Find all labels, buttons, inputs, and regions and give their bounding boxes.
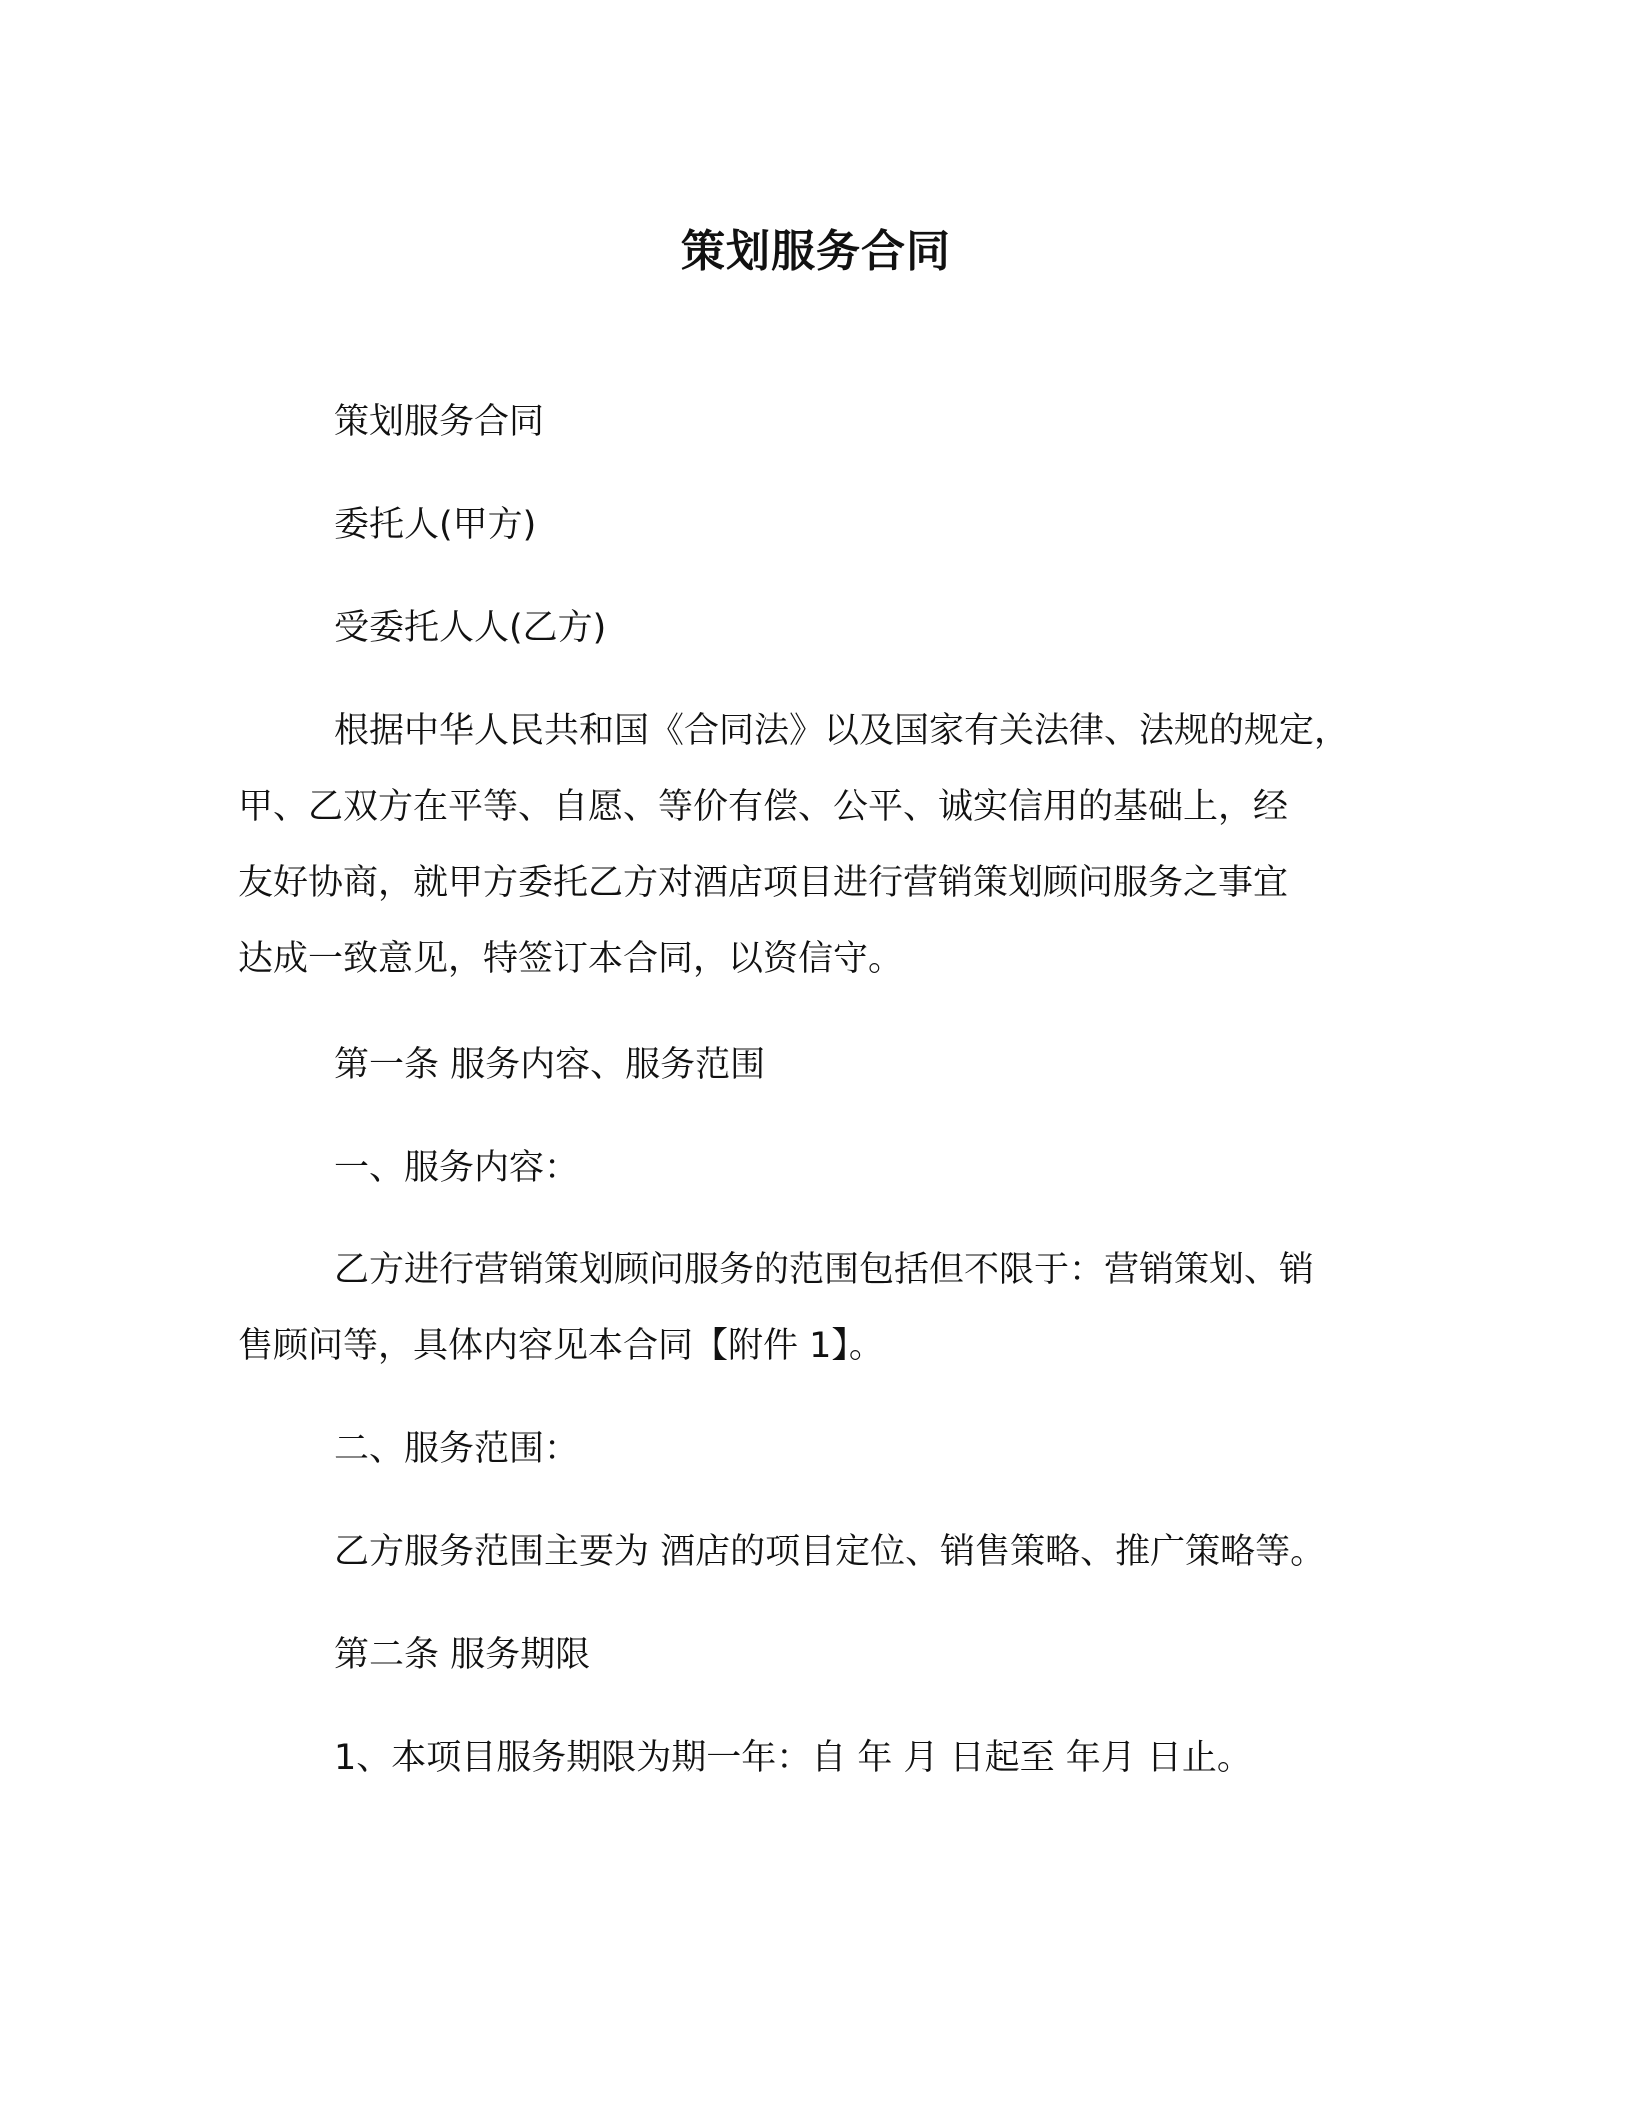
paragraph-line: 1、本项目服务期限为期一年：自 年 月 日起至 年月 日止。 bbox=[334, 1738, 1252, 1778]
paragraph-service-scope bbox=[238, 1514, 1408, 1590]
document-title: 策划服务合同 bbox=[681, 226, 951, 277]
paragraph-line: 甲、乙双方在平等、自愿、等价有偿、公平、诚实信用的基础上，经 bbox=[238, 787, 1289, 827]
paragraph-service-term bbox=[238, 1720, 1408, 1796]
paragraph-line: 受委托人人(乙方) bbox=[334, 608, 607, 648]
paragraph-line: 策划服务合同 bbox=[334, 402, 545, 442]
section-service-content-heading bbox=[238, 1130, 1408, 1206]
paragraph-line: 乙方进行营销策划顾问服务的范围包括但不限于：营销策划、销 bbox=[334, 1250, 1315, 1290]
paragraph-party-a bbox=[238, 487, 1408, 563]
paragraph-line: 第一条 服务内容、服务范围 bbox=[334, 1045, 766, 1085]
paragraph-line: 一、服务内容： bbox=[334, 1148, 580, 1188]
paragraph-line: 友好协商，就甲方委托乙方对酒店项目进行营销策划顾问服务之事宜 bbox=[238, 863, 1289, 903]
paragraph-service-content bbox=[238, 1232, 1408, 1384]
article-2-heading bbox=[238, 1617, 1408, 1693]
paragraph-line: 二、服务范围： bbox=[334, 1429, 580, 1469]
paragraph-heading-repeat bbox=[238, 384, 1408, 460]
section-service-scope-heading bbox=[238, 1411, 1408, 1487]
paragraph-line: 乙方服务范围主要为 酒店的项目定位、销售策略、推广策略等。 bbox=[334, 1532, 1326, 1572]
article-1-heading bbox=[238, 1027, 1408, 1103]
paragraph-line: 达成一致意见，特签订本合同，以资信守。 bbox=[238, 939, 904, 979]
paragraph-line: 售顾问等，具体内容见本合同【附件 1】。 bbox=[238, 1326, 884, 1366]
paragraph-line: 第二条 服务期限 bbox=[334, 1635, 591, 1675]
paragraph-line: 根据中华人民共和国《合同法》以及国家有关法律、法规的规定， bbox=[334, 711, 1350, 751]
paragraph-preamble bbox=[238, 693, 1408, 997]
paragraph-party-b bbox=[238, 590, 1408, 666]
paragraph-line: 委托人(甲方) bbox=[334, 505, 537, 545]
